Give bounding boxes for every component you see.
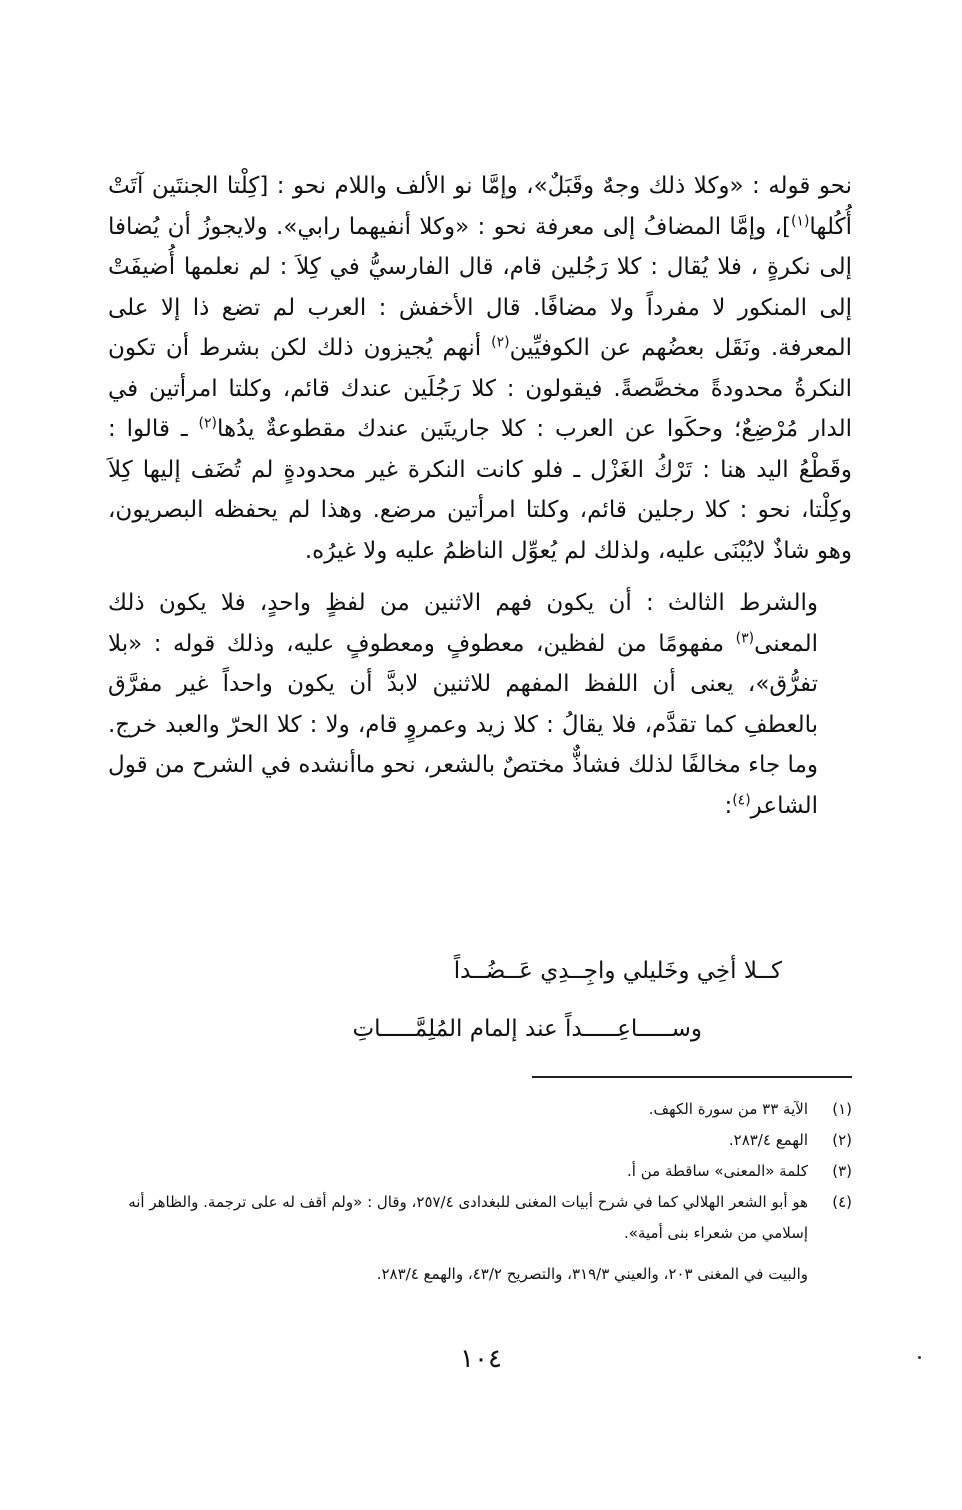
footnote-number: (٤): [832, 1193, 852, 1211]
footnote-number: (١): [832, 1100, 852, 1118]
footnote-ref-2: (٢): [491, 334, 510, 351]
paragraph-1: [108, 166, 852, 571]
footnote-text: هو أبو الشعر الهلالي كما في شرح أبيات المغنى للبغدادى ٢٥٧/٤، وقال : «ولم أقف له على ترجمة. والظاهر أنه إسلامي من شعراء بنى أمية».: [128, 1193, 808, 1242]
verse-line-2: [352, 1016, 702, 1042]
verse-line-1: كــلا أخِي وخَليلي واجِــدِي عَــضُــداً: [453, 958, 782, 984]
footnote-1: [108, 1094, 852, 1125]
paragraph-2-text-a: والشرط الثالث : أن يكون فهم الاثنين من لفظٍ واحدٍ، فلا يكون ذلك المعنى: [108, 590, 818, 657]
footnote-3: [108, 1156, 852, 1187]
footnote-ref-2b: (٢): [198, 415, 217, 432]
paragraph-1-text-b: ]، وإمَّا المضافُ إلى معرفة نحو : «وكلا أنفيهما رابي». ولايجوزُ أن يُضافا إلى نكرةٍ ، فلا يُقال : كلا رَجُلين قام، قال الفارسيُّ في كِلاَ : لم نعلمها أُضيفَتْ إلى المنكور لا مفرداً ولا مضافًا. قال الأخفش : العرب لم تضع ذا إلا على المعرفة. ونَقَل بعضُهم عن الكوفيِّين: [108, 213, 852, 361]
paragraph-2-text-c: :: [724, 792, 733, 819]
footnote-text: الآية ٣٣ من سورة الكهف.: [648, 1100, 808, 1118]
paragraph-2-text-b: مفهومًا من لفظين، معطوفٍ ومعطوفٍ عليه، وذلك قوله : «بلا تفرُّق»، يعنى أن اللفظ المفهم للاثنين لابدَّ أن يكون واحداً غير مفرَّق بالعطفِ كما تقدَّم، فلا يقالُ : كلا زيد وعمروٍ قام، ولا : كلا الحرّ والعبد خرج. وما جاء مخالفًا لذلك فشاذٌّ مختصٌ بالشعر، نحو ماأنشده في الشرح من قول الشاعر: [108, 630, 818, 819]
footnote-ref-4: (٤): [732, 791, 751, 808]
paragraph-1-text-c: أنهم يُجيزون ذلك لكن بشرط أن تكون النكرةُ محدودةً مخصَّصةً. فيقولون : كلا رَجُلَين عندك قائم، وكلتا امرأتين في الدار مُرْضِعٌ؛ وحكَوا عن العرب : كلا جاريتَين عندك مقطوعةٌ يدُها: [108, 335, 852, 442]
scan-speck: [918, 1356, 921, 1359]
footnote-extra: والبيت في المغنى ٢٠٣، والعيني ٣١٩/٣، والتصريح ٤٣/٢، والهمع ٢٨٣/٤.: [376, 1265, 808, 1283]
footnote-ref-1: (١): [790, 212, 810, 229]
footnote-number: (٢): [832, 1131, 852, 1149]
footnote-ref-3: (٣): [735, 629, 755, 646]
paragraph-1-text-d: ـ قالوا : وقَطْعُ اليد هنا : تَرْكُ الغَزْل ـ فلو كانت النكرة غير محدودةٍ لم تُضَف إليها كِلاَ وكِلْتا، نحو : كلا رجلين قائم، وكلتا امرأتين مرضع. وهذا لم يحفظه البصريون، وهو شاذٌ لايُبْنَى عليه، ولذلك لم يُعوِّل الناظمُ عليه ولا غيرُه.: [108, 416, 852, 564]
footnote-text: الهمع ٢٨٣/٤.: [728, 1131, 808, 1149]
paragraph-2: [108, 583, 852, 826]
footnote-4: [108, 1187, 852, 1249]
footnotes: [108, 1094, 852, 1290]
paragraph-1-text-a: نحو قوله : «وكلا ذلك وجهٌ وقَبَلٌ»، وإمَّا نو الألف واللام نحو : [كِلْتا الجنتَين آتَتْ أُكُلها: [108, 173, 852, 240]
footnote-2: [108, 1125, 852, 1156]
footnote-text: كلمة «المعنى» ساقطة من أ.: [627, 1162, 808, 1180]
verse-line-2-text: وســـــاعِـــــداً عند إلمام المُلِمَّـــــاتِ: [352, 1016, 702, 1042]
footnote-divider: [532, 1076, 852, 1078]
main-text: [108, 166, 852, 826]
footnote-number: (٣): [832, 1162, 852, 1180]
page-number: ١٠٤: [460, 1344, 502, 1374]
